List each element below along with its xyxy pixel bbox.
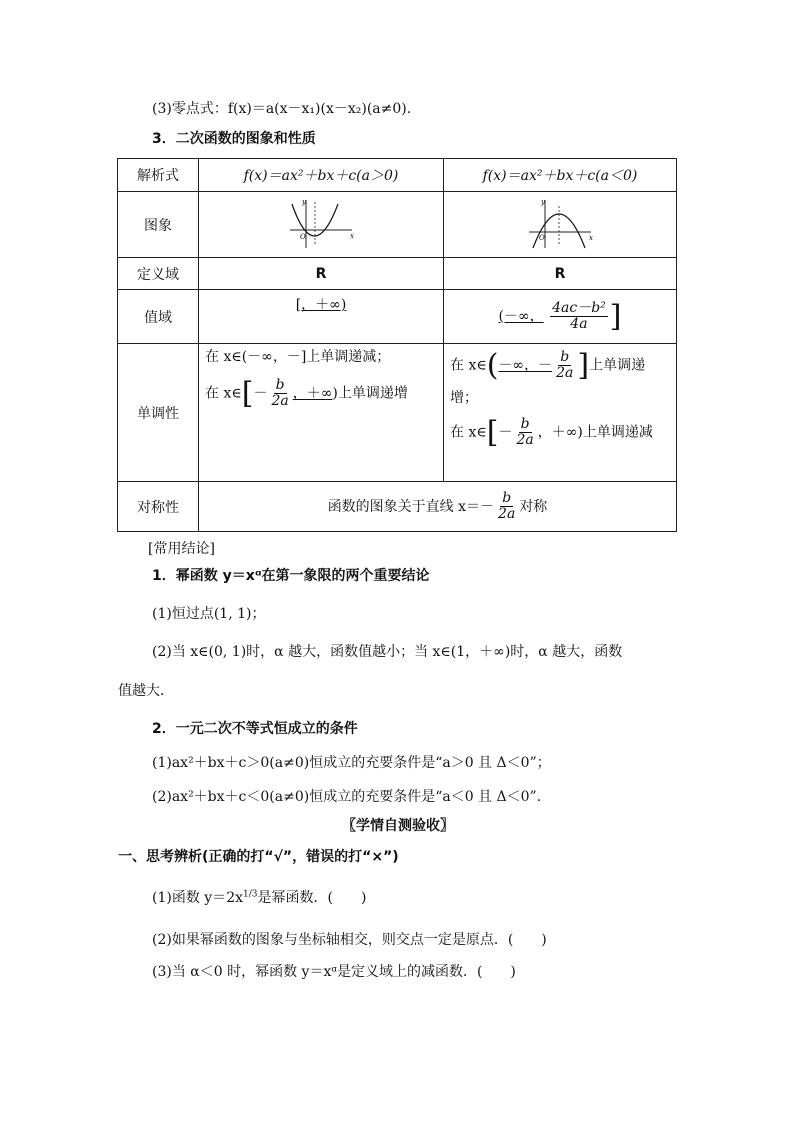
conclusion-1-item-1: (1)恒过点(1, 1)； xyxy=(152,606,266,622)
mono-neg-line-1 xyxy=(450,348,670,383)
conclusion-2-item-1: (1)ax²＋bx＋c＞0(a≠0)恒成立的充要条件是“a＞0 且 Δ＜0”； xyxy=(152,755,551,771)
label-domain: 定义域 xyxy=(118,258,199,290)
right-bracket: ] xyxy=(609,299,622,334)
range-pos-value: [，＋∞) xyxy=(295,297,347,313)
sym-num: b xyxy=(502,489,512,506)
label-symmetry: 对称性 xyxy=(118,482,199,532)
mono-pos-2-den: 2a xyxy=(271,393,289,409)
mono-a-negative xyxy=(444,344,677,482)
expr-a-positive: f(x)＝ax²＋bx＋c(a＞0) xyxy=(199,159,444,192)
mono-neg-1-pre: 在 x∈ xyxy=(450,357,487,374)
svg-text:O: O xyxy=(300,232,306,241)
mono-neg-1-post2: 增； xyxy=(450,390,478,406)
conclusion-1-item-2a: (2)当 x∈(0, 1)时，α 越大，函数值越小；当 x∈(1，＋∞)时，α 越大，函数 xyxy=(152,644,623,660)
left-bracket: [ xyxy=(241,376,254,411)
mono-neg-2-mid: ，＋∞ xyxy=(537,424,578,441)
mono-pos-2-num: b xyxy=(275,376,285,393)
q1-post: 是幂函数．( ) xyxy=(257,890,367,906)
mono-neg-1-num: b xyxy=(560,348,570,365)
mono-neg-2-pre: 在 x∈ xyxy=(450,424,487,441)
mono-pos-line-2: 在 x∈[－ $\frac{b}{2a}$ ，＋∞)上单调递增 xyxy=(205,376,408,411)
svg-text:y: y xyxy=(302,197,306,206)
label-monotonicity: 单调性 xyxy=(118,344,199,482)
right-bracket: ] xyxy=(577,348,590,383)
range-neg-left: (－∞， xyxy=(498,308,544,325)
row-expression xyxy=(118,159,677,192)
svg-text:O: O xyxy=(539,233,545,242)
sym-pre: 函数的图象关于直线 x＝－ xyxy=(327,498,495,515)
svg-text:x: x xyxy=(350,231,354,240)
mono-pos-2-pre: 在 x∈ xyxy=(205,385,242,402)
properties-table xyxy=(117,158,677,532)
expr-a-negative: f(x)＝ax²＋bx＋c(a＜0) xyxy=(444,159,677,192)
mono-a-positive xyxy=(199,344,444,482)
label-expression: 解析式 xyxy=(118,159,199,192)
conclusion-2-title: 2．一元二次不等式恒成立的条件 xyxy=(152,721,358,737)
label-graph: 图象 xyxy=(118,192,199,258)
graph-upward-parabola xyxy=(199,192,444,258)
graph-downward-parabola xyxy=(444,192,677,258)
mono-neg-2-post: 上单调递减 xyxy=(582,424,653,441)
question-3: (3)当 α＜0 时，幂函数 y＝xᵅ是定义域上的减函数．( ) xyxy=(152,964,516,980)
domain-a-positive: R xyxy=(199,258,444,290)
mono-neg-1-mid: －∞，－ xyxy=(498,357,553,374)
row-domain xyxy=(118,258,677,290)
range-neg-fraction xyxy=(550,301,608,333)
section-3-title: 3．二次函数的图象和性质 xyxy=(152,131,316,147)
left-paren: ( xyxy=(486,348,499,383)
sym-fraction xyxy=(496,491,517,523)
mono-neg-1-fraction xyxy=(554,350,575,382)
upward-parabola-plot xyxy=(286,196,356,250)
conclusion-2-item-2: (2)ax²＋bx＋c＜0(a≠0)恒成立的充要条件是“a＜0 且 Δ＜0”. xyxy=(152,789,542,805)
row-range xyxy=(118,290,677,344)
mono-neg-2-den: 2a xyxy=(516,432,534,448)
question-2: (2)如果幂函数的图象与坐标轴相交，则交点一定是原点．( ) xyxy=(152,932,547,948)
mono-pos-2-post: 上单调递增 xyxy=(337,385,408,402)
common-conclusion-label: [常用结论] xyxy=(148,541,215,557)
mono-neg-line-2: 在 x∈[－ $\frac{b}{2a}$ ，＋∞)上单调递减 xyxy=(450,415,653,450)
mono-pos-line-1: 在 x∈(－∞，－]上单调递减； xyxy=(205,349,391,365)
question-section-title: 一、思考辨析(正确的打“√”，错误的打“×”) xyxy=(118,849,399,865)
question-1 xyxy=(152,887,366,907)
svg-text:x: x xyxy=(589,233,593,242)
left-bracket: [ xyxy=(486,415,499,450)
range-neg-numerator: 4ac－b² xyxy=(552,299,606,316)
mono-pos-2-mid: ，＋∞ xyxy=(292,385,333,402)
mono-pos-2-fraction xyxy=(269,378,290,410)
zero-form-line: (3)零点式：f(x)＝a(x－x₁)(x－x₂)(a≠0). xyxy=(152,101,412,117)
range-a-negative xyxy=(444,290,677,344)
range-a-positive xyxy=(199,290,444,344)
mono-neg-1-post: 上单调递 xyxy=(589,357,646,374)
q1-exponent: 1/3 xyxy=(243,889,258,900)
svg-text:y: y xyxy=(541,197,545,206)
symmetry-content xyxy=(199,482,677,532)
row-graph xyxy=(118,192,677,258)
conclusion-1-title: 1．幂函数 y＝xᵅ在第一象限的两个重要结论 xyxy=(152,568,430,584)
downward-parabola-plot xyxy=(525,196,595,250)
mono-neg-2-fraction xyxy=(514,417,535,449)
row-monotonicity xyxy=(118,344,677,482)
range-neg-denominator: 4a xyxy=(570,316,588,332)
sym-post: 对称 xyxy=(519,498,548,515)
mono-neg-2-num: b xyxy=(520,415,530,432)
conclusion-1-item-2b: 值越大． xyxy=(118,683,174,699)
label-range: 值域 xyxy=(118,290,199,344)
sym-den: 2a xyxy=(498,506,516,522)
mono-neg-1-den: 2a xyxy=(556,365,574,381)
domain-a-negative: R xyxy=(444,258,677,290)
q1-pre: (1)函数 y＝2x xyxy=(152,890,243,906)
self-test-heading: 〖学情自测验收〗 xyxy=(342,818,454,834)
row-symmetry xyxy=(118,482,677,532)
